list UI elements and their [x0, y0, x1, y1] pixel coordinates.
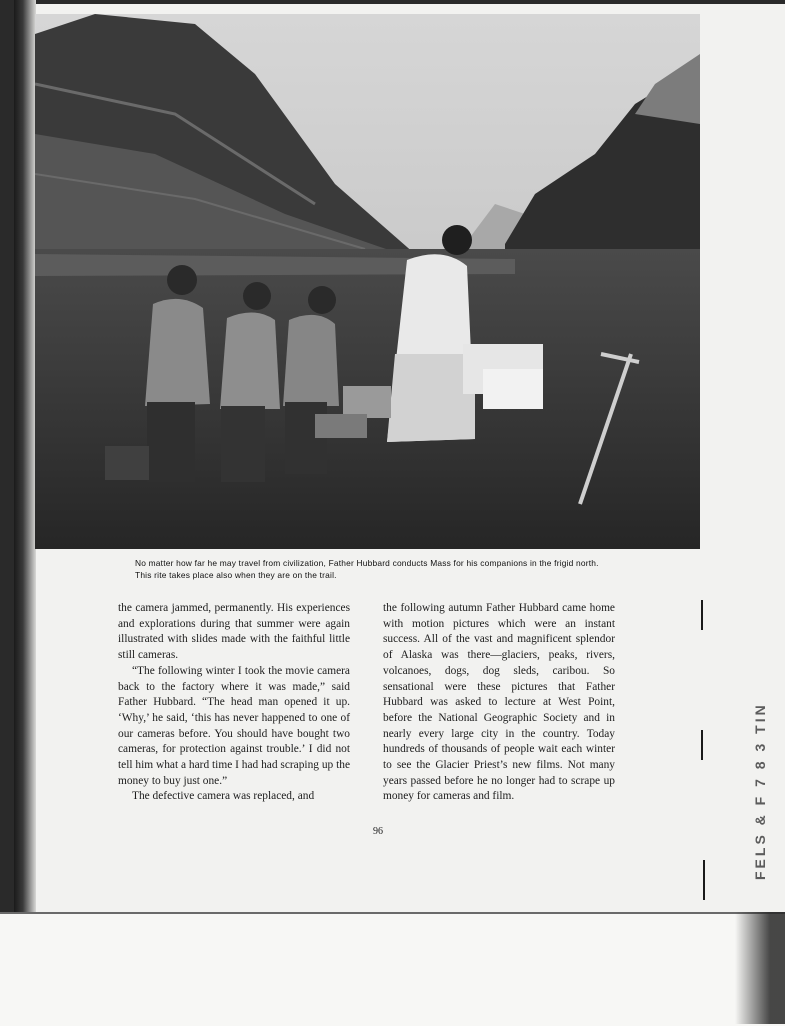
paragraph: the following autumn Father Hubbard came home with motion pictures which were an instant success. All of the vast and magnificent splendor of Alaska was there—glaciers, peaks, rivers, volcanoes, dogs, dog sleds, caribou. So sensational were these pictures that Father Hubbard was asked to lecture at West Point, before the National Geographic Society and in nearly every large city in the country. Today hundreds of thousands of people wait each winter to see the Glacier Priest’s new films. Not many years passed before he no longer had to scrape up money for cameras and film. [383, 602, 615, 803]
edge-imprint: FELS & F 7 8 3 TIN [752, 702, 768, 880]
paragraph: “The following winter I took the movie camera back to the factory where it was made,” said Father Hubbard. “The head man opened it up. ‘Why,’ he said, ‘this has never happened to one of our cameras before. You should have bought two cameras, for protection against trouble.’ I did not tell him what a hard time I had had scraping up the money to buy just one.” [118, 664, 350, 787]
binding-shadow [14, 0, 36, 915]
paragraph: the camera jammed, permanently. His experiences and explorations during that summer were again illustrated with slides made with the faithful little still cameras. [118, 602, 350, 662]
column-mark [703, 860, 705, 900]
column-mark [701, 600, 703, 630]
photo-caption: No matter how far he may travel from civilization, Father Hubbard conducts Mass for his companions in the frigid north. This rite takes place also when they are on the trail. [135, 558, 599, 580]
mass-photo [35, 14, 700, 549]
page-number: 96 [373, 826, 383, 837]
scan-bottom-strip [0, 912, 785, 1026]
paragraph: The defective camera was replaced, and [132, 790, 315, 803]
column-mark [701, 730, 703, 760]
text-column-right [383, 601, 615, 805]
text-column-left [118, 601, 350, 805]
scan-smudge [735, 912, 785, 1024]
